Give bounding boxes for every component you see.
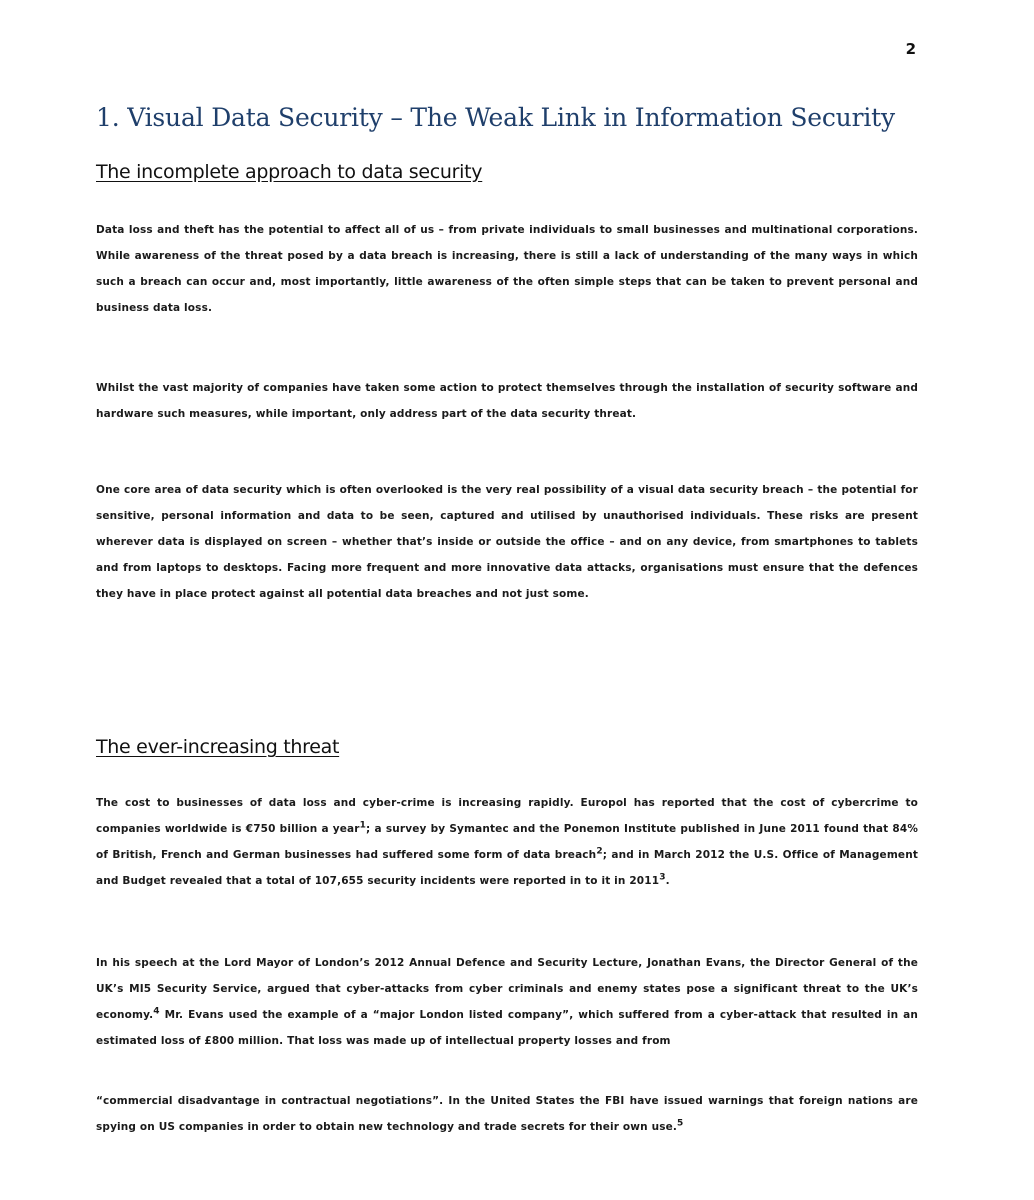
footnote-marker: 3	[659, 872, 666, 883]
footnote-marker: 1	[359, 820, 367, 831]
paragraph-text: ; a survey by Symantec and the Ponemon Institute published in June 2011 found that 84% of British, French and German businesses had suffered some form of data breach	[96, 823, 919, 861]
paragraph-visual-breach: One core area of data security which is often overlooked is the very real possibility of a visual data security breach – the potential for sensitive, personal information and data to be seen, captured and utilised by unauthorised individuals. These risks are present wherever data is displayed on screen – whether that’s inside or outside the office – and on any device, from smartphones to tablets and from laptops to desktops. Facing more frequent and more innovative data attacks, organisations must ensure that the defences they have in place protect against all potential data breaches and not just some.	[96, 484, 918, 600]
paragraph-security-software: Whilst the vast majority of companies have taken some action to protect themselves through the installation of security software and hardware such measures, while important, only address part of the data security threat.	[96, 382, 918, 420]
footnote-marker: 4	[153, 1006, 160, 1017]
paragraph-text: .	[665, 875, 670, 887]
paragraph-text: Mr. Evans used the example of a “major London listed company”, which suffered from a cyber-attack that resulted in an estimated loss of £800 million. That loss was made up of intellectual property losses and from	[96, 1009, 918, 1047]
paragraph-text: “commercial disadvantage in contractual negotiations”. In the United States the FBI have issued warnings that foreign nations are spying on US companies in order to obtain new technology and trade secrets for their own use.	[96, 1095, 918, 1133]
paragraph-cost-of-cybercrime	[96, 790, 918, 894]
section-heading-ever-increasing-threat: The ever-increasing threat	[96, 736, 340, 758]
section-heading-incomplete-approach: The incomplete approach to data security	[96, 161, 483, 183]
page-number: 2	[905, 40, 916, 58]
footnote-marker: 5	[677, 1118, 684, 1129]
paragraph-text: ; and in March 2012 the U.S. Office of Management and Budget revealed that a total of 107,655 security incidents were reported in to it in 2011	[96, 849, 918, 887]
paragraph-fbi-warnings	[96, 1088, 918, 1140]
paragraph-text: The cost to businesses of data loss and cyber-crime is increasing rapidly. Europol has reported that the cost of cybercrime to companies worldwide is €750 billion a year	[96, 797, 918, 835]
paragraph-mi5-speech	[96, 950, 918, 1054]
footnote-marker: 2	[596, 846, 603, 857]
page-title: 1. Visual Data Security – The Weak Link in Information Security	[96, 103, 895, 132]
paragraph-text: In his speech at the Lord Mayor of London’s 2012 Annual Defence and Security Lecture, Jonathan Evans, the Director General of the UK’s MI5 Security Service, argued that cyber-attacks from cyber criminals and enemy states pose a significant threat to the UK’s economy.	[96, 957, 918, 1021]
paragraph-data-loss: Data loss and theft has the potential to affect all of us – from private individuals to small businesses and multinational corporations. While awareness of the threat posed by a data breach is increasing, there is still a lack of understanding of the many ways in which such a breach can occur and, most importantly, little awareness of the often simple steps that can be taken to prevent personal and business data loss.	[96, 224, 918, 314]
